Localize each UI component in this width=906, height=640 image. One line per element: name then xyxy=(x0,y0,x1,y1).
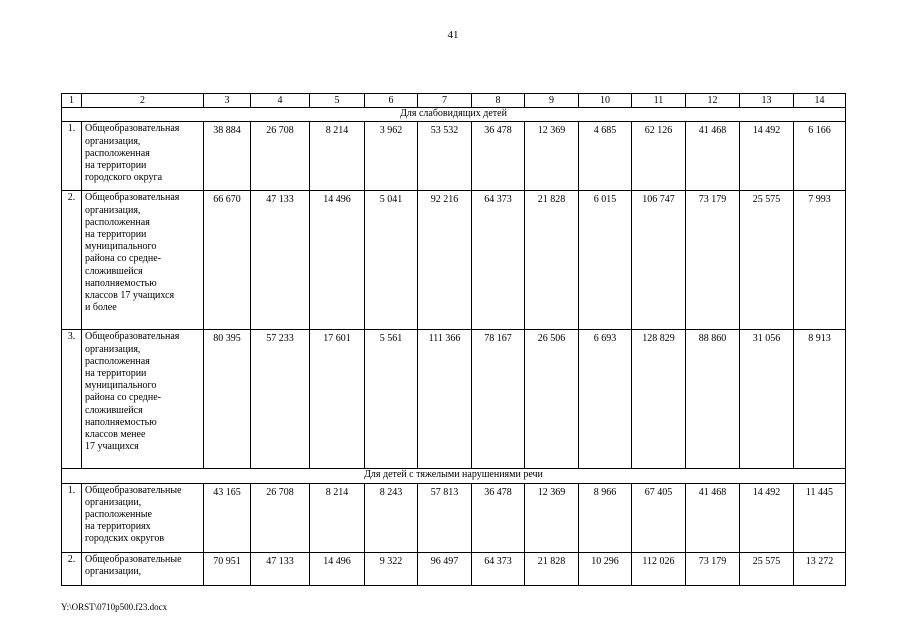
table-row xyxy=(62,330,846,469)
organization-type-line: расположенная xyxy=(85,216,150,228)
organization-type-line: 17 учащихся xyxy=(85,441,139,453)
value-cell: 26 708 xyxy=(251,122,310,191)
organization-type-line: классов менее xyxy=(85,429,146,441)
file-path-footer: Y:\ORST\0710p500.f23.docx xyxy=(61,602,168,612)
organization-type-line: организация, xyxy=(85,135,141,147)
organization-type-line: на территории xyxy=(85,160,147,172)
value-cell: 26 506 xyxy=(525,330,579,469)
value-cell: 64 373 xyxy=(472,191,525,330)
value-cell: 3 962 xyxy=(365,122,418,191)
value-cell: 78 167 xyxy=(472,330,525,469)
row-number: 1. xyxy=(62,483,82,552)
organization-type-line: наполняемостью xyxy=(85,416,157,428)
organization-type-line: Общеобразовательные xyxy=(85,553,182,565)
value-cell: 14 496 xyxy=(310,191,365,330)
organization-type-line: Общеобразовательная xyxy=(85,192,180,204)
value-cell: 25 575 xyxy=(740,191,794,330)
organization-type-line: муниципального xyxy=(85,241,157,253)
value-cell: 43 165 xyxy=(204,483,251,552)
row-number: 2. xyxy=(62,191,82,330)
organization-type-line: Общеобразовательные xyxy=(85,484,182,496)
value-cell: 112 026 xyxy=(632,552,686,585)
row-number: 1. xyxy=(62,122,82,191)
organization-type-line: городского округа xyxy=(85,172,163,184)
column-header-11: 11 xyxy=(632,94,686,108)
organization-type-line: Общеобразовательная xyxy=(85,123,180,135)
column-header-2: 2 xyxy=(82,94,204,108)
value-cell: 80 395 xyxy=(204,330,251,469)
value-cell: 8 966 xyxy=(579,483,632,552)
value-cell: 96 497 xyxy=(418,552,472,585)
column-header-7: 7 xyxy=(418,94,472,108)
value-cell: 57 813 xyxy=(418,483,472,552)
table-row xyxy=(62,122,846,191)
tariff-table-container xyxy=(61,93,846,586)
table-row xyxy=(62,191,846,330)
organization-type-line: и более xyxy=(85,302,117,314)
value-cell: 8 214 xyxy=(310,483,365,552)
organization-type-line: на территории xyxy=(85,229,147,241)
organization-type-line: на территориях xyxy=(85,521,151,533)
value-cell: 88 860 xyxy=(686,330,740,469)
value-cell: 6 693 xyxy=(579,330,632,469)
organization-type-line: сложившейся xyxy=(85,404,143,416)
tariff-table xyxy=(61,93,846,586)
organization-type-line: сложившейся xyxy=(85,265,143,277)
value-cell: 106 747 xyxy=(632,191,686,330)
value-cell: 17 601 xyxy=(310,330,365,469)
organization-type-line: района со средне- xyxy=(85,253,161,265)
table-row xyxy=(62,483,846,552)
organization-type-line: классов 17 учащихся xyxy=(85,290,175,302)
value-cell: 111 366 xyxy=(418,330,472,469)
value-cell: 5 041 xyxy=(365,191,418,330)
organization-type-cell xyxy=(82,330,204,469)
value-cell: 5 561 xyxy=(365,330,418,469)
organization-type-cell xyxy=(82,552,204,585)
organization-type-line: организация, xyxy=(85,343,141,355)
value-cell: 36 478 xyxy=(472,483,525,552)
value-cell: 8 243 xyxy=(365,483,418,552)
value-cell: 41 468 xyxy=(686,122,740,191)
value-cell: 47 133 xyxy=(251,191,310,330)
value-cell: 14 492 xyxy=(740,122,794,191)
value-cell: 36 478 xyxy=(472,122,525,191)
value-cell: 13 272 xyxy=(794,552,846,585)
value-cell: 9 322 xyxy=(365,552,418,585)
organization-type-line: городских округов xyxy=(85,533,165,545)
value-cell: 26 708 xyxy=(251,483,310,552)
value-cell: 66 670 xyxy=(204,191,251,330)
value-cell: 11 445 xyxy=(794,483,846,552)
organization-type-line: наполняемостью xyxy=(85,277,157,289)
value-cell: 47 133 xyxy=(251,552,310,585)
value-cell: 62 126 xyxy=(632,122,686,191)
value-cell: 31 056 xyxy=(740,330,794,469)
value-cell: 8 913 xyxy=(794,330,846,469)
value-cell: 7 993 xyxy=(794,191,846,330)
value-cell: 73 179 xyxy=(686,191,740,330)
value-cell: 6 166 xyxy=(794,122,846,191)
organization-type-cell xyxy=(82,122,204,191)
value-cell: 53 532 xyxy=(418,122,472,191)
table-body xyxy=(62,94,846,586)
value-cell: 10 296 xyxy=(579,552,632,585)
value-cell: 21 828 xyxy=(525,191,579,330)
value-cell: 92 216 xyxy=(418,191,472,330)
organization-type-line: на территории xyxy=(85,368,147,380)
row-number: 2. xyxy=(62,552,82,585)
column-header-12: 12 xyxy=(686,94,740,108)
column-header-3: 3 xyxy=(204,94,251,108)
section-title: Для слабовидящих детей xyxy=(62,108,846,122)
column-header-14: 14 xyxy=(794,94,846,108)
organization-type-line: расположенная xyxy=(85,355,150,367)
section-title: Для детей с тяжелыми нарушениями речи xyxy=(62,469,846,483)
organization-type-line: организации, xyxy=(85,565,142,577)
value-cell: 41 468 xyxy=(686,483,740,552)
value-cell: 67 405 xyxy=(632,483,686,552)
organization-type-cell xyxy=(82,191,204,330)
organization-type-cell xyxy=(82,483,204,552)
organization-type-line: организации, xyxy=(85,496,142,508)
column-header-5: 5 xyxy=(310,94,365,108)
value-cell: 12 369 xyxy=(525,483,579,552)
value-cell: 128 829 xyxy=(632,330,686,469)
value-cell: 38 884 xyxy=(204,122,251,191)
organization-type-line: организация, xyxy=(85,204,141,216)
value-cell: 6 015 xyxy=(579,191,632,330)
value-cell: 57 233 xyxy=(251,330,310,469)
column-header-10: 10 xyxy=(579,94,632,108)
organization-type-line: расположенные xyxy=(85,509,152,521)
table-row xyxy=(62,552,846,585)
value-cell: 25 575 xyxy=(740,552,794,585)
column-header-13: 13 xyxy=(740,94,794,108)
value-cell: 12 369 xyxy=(525,122,579,191)
column-header-1: 1 xyxy=(62,94,82,108)
value-cell: 73 179 xyxy=(686,552,740,585)
column-header-8: 8 xyxy=(472,94,525,108)
section-row xyxy=(62,469,846,483)
value-cell: 8 214 xyxy=(310,122,365,191)
value-cell: 64 373 xyxy=(472,552,525,585)
column-header-4: 4 xyxy=(251,94,310,108)
column-header-6: 6 xyxy=(365,94,418,108)
organization-type-line: муниципального xyxy=(85,380,157,392)
value-cell: 14 496 xyxy=(310,552,365,585)
value-cell: 14 492 xyxy=(740,483,794,552)
header-row xyxy=(62,94,846,108)
value-cell: 4 685 xyxy=(579,122,632,191)
value-cell: 70 951 xyxy=(204,552,251,585)
organization-type-line: расположенная xyxy=(85,147,150,159)
column-header-9: 9 xyxy=(525,94,579,108)
organization-type-line: Общеобразовательная xyxy=(85,331,180,343)
page-number: 41 xyxy=(447,29,459,41)
section-row xyxy=(62,108,846,122)
organization-type-line: района со средне- xyxy=(85,392,161,404)
value-cell: 21 828 xyxy=(525,552,579,585)
row-number: 3. xyxy=(62,330,82,469)
